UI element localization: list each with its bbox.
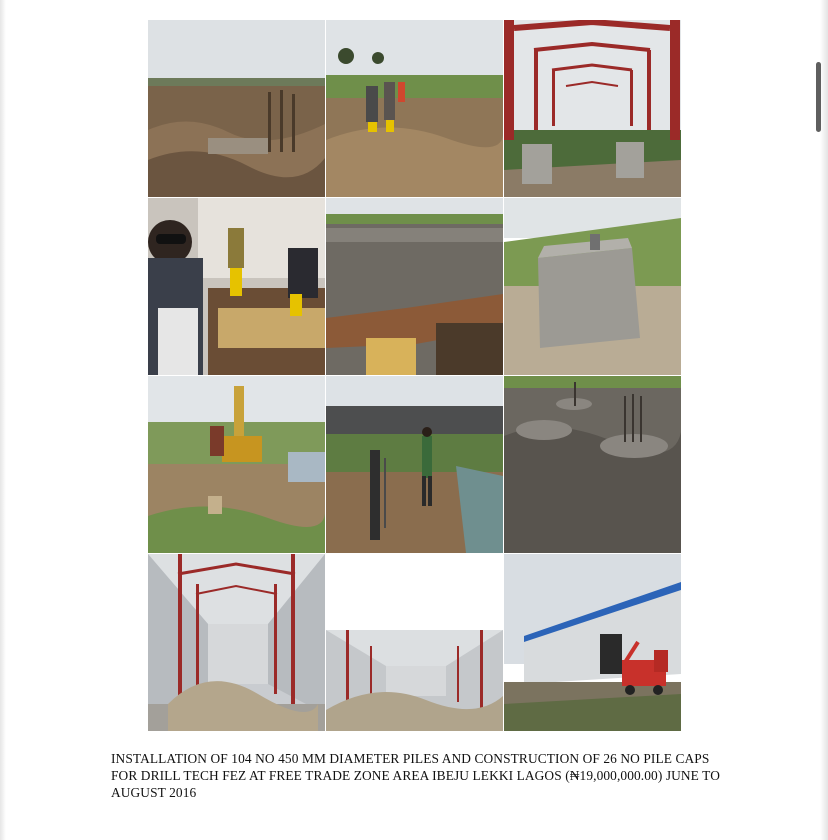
photo-concrete-slab-formwork bbox=[326, 198, 503, 375]
photo-concrete-pile-cap bbox=[504, 198, 681, 375]
photo-collage bbox=[148, 20, 681, 731]
photo-selfie-with-workers bbox=[148, 198, 325, 375]
photo-workers-on-mound bbox=[326, 20, 503, 197]
photo-warehouse-interior-sand bbox=[326, 630, 503, 731]
photo-excavated-site bbox=[148, 20, 325, 197]
photo-blank-panel bbox=[326, 554, 503, 626]
vertical-scrollbar[interactable] bbox=[816, 62, 821, 132]
page-shadow-left bbox=[0, 0, 6, 840]
page-shadow-right bbox=[820, 0, 828, 840]
photo-steel-frame-structure bbox=[504, 20, 681, 197]
photo-worker-by-pile-rebar bbox=[326, 376, 503, 553]
photo-piling-rig bbox=[148, 376, 325, 553]
photo-pile-heads-mud bbox=[504, 376, 681, 553]
photo-warehouse-exterior-crane bbox=[504, 554, 681, 731]
photo-caption: INSTALLATION OF 104 NO 450 MM DIAMETER PILES AND CONSTRUCTION OF 26 NO PILE CAPS FOR DRILL TECH FEZ AT FREE TRADE ZONE AREA IBEJU LEKKI LAGOS (₦19,000,000.00) JUNE TO AUGUST 2016 bbox=[111, 751, 720, 800]
photo-warehouse-interior bbox=[148, 554, 325, 731]
